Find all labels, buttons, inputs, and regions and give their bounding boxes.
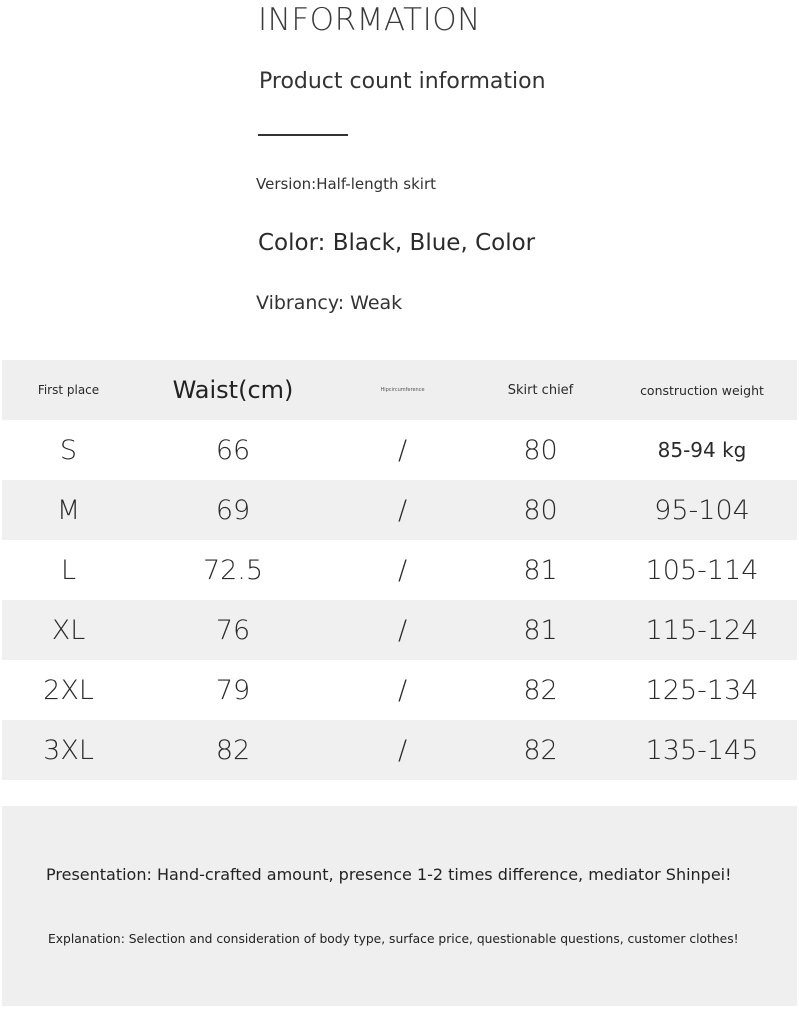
skirt-length-cell: 81 [523, 554, 558, 586]
color-text: Color: Black, Blue, Color [258, 230, 536, 256]
hip-cell: / [397, 614, 408, 646]
column-header-skirt-chief: Skirt chief [507, 382, 574, 398]
table-header-row [2, 360, 797, 420]
table-row [2, 600, 797, 660]
size-cell: L [60, 554, 77, 586]
size-cell: S [59, 434, 78, 466]
page-title: INFORMATION [258, 2, 481, 38]
hip-cell: / [397, 674, 408, 706]
table-row [2, 420, 797, 480]
size-table [2, 360, 797, 780]
table-row [2, 720, 797, 780]
table-row [2, 540, 797, 600]
weight-cell: 95-104 [654, 494, 750, 526]
column-header-weight: construction weight [640, 382, 764, 398]
notes-panel [2, 806, 797, 1006]
size-cell: 2XL [43, 674, 94, 706]
skirt-length-cell: 80 [523, 494, 558, 526]
waist-cell: 79 [215, 674, 251, 706]
version-text: Version:Half-length skirt [256, 175, 437, 193]
explanation-note: Explanation: Selection and consideration of body type, surface price, questionable questions, customer clothes! [48, 932, 739, 946]
skirt-length-cell: 82 [523, 674, 558, 706]
page-subtitle: Product count information [259, 69, 546, 94]
weight-cell: 135-145 [645, 734, 759, 766]
column-header-hip: Hipcircumference [380, 387, 425, 393]
weight-cell: 115-124 [645, 614, 759, 646]
waist-cell: 76 [215, 614, 251, 646]
divider [258, 134, 348, 136]
column-header-first-place: First place [37, 383, 100, 397]
skirt-length-cell: 80 [523, 434, 558, 466]
waist-cell: 69 [215, 494, 251, 526]
vibrancy-text: Vibrancy: Weak [256, 292, 403, 314]
presentation-note: Presentation: Hand-crafted amount, presence 1-2 times difference, mediator Shinpei! [46, 865, 732, 884]
skirt-length-cell: 82 [523, 734, 558, 766]
hip-cell: / [397, 554, 408, 586]
hip-cell: / [397, 494, 408, 526]
hip-cell: / [397, 734, 408, 766]
skirt-length-cell: 81 [523, 614, 558, 646]
weight-cell: 105-114 [645, 554, 759, 586]
table-row [2, 660, 797, 720]
weight-cell: 125-134 [645, 674, 759, 706]
hip-cell: / [397, 434, 408, 466]
size-cell: XL [51, 614, 86, 646]
waist-cell: 72.5 [202, 554, 264, 586]
size-cell: 3XL [43, 734, 94, 766]
table-row [2, 480, 797, 540]
waist-cell: 82 [215, 734, 251, 766]
size-cell: M [56, 494, 81, 526]
weight-cell: 85-94 kg [657, 438, 747, 462]
waist-cell: 66 [215, 434, 251, 466]
column-header-waist: Waist(cm) [172, 376, 294, 404]
